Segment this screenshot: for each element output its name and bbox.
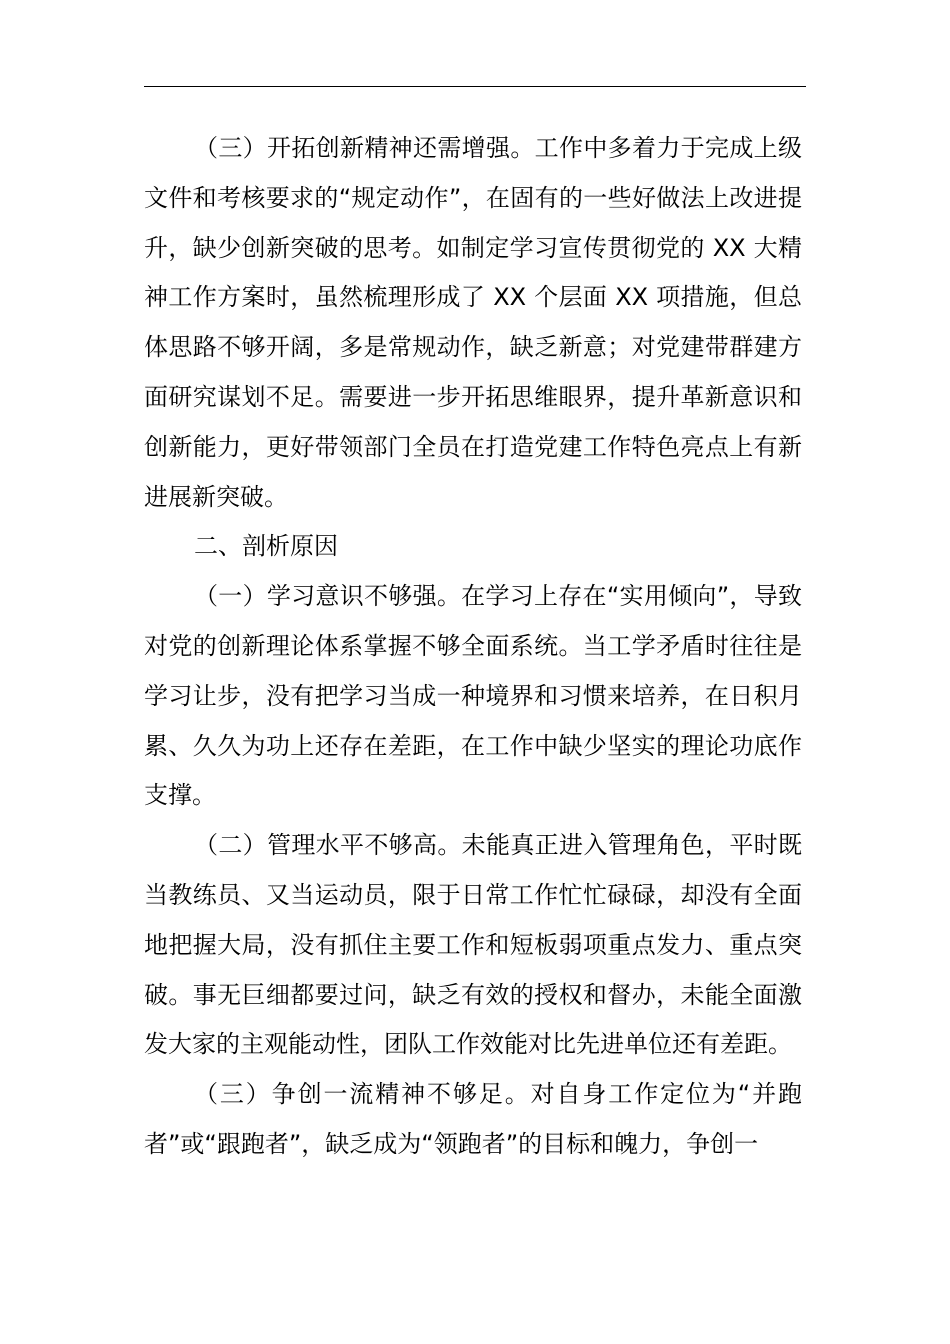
- paragraph-first-class-spirit: （三）争创一流精神不够足。对自身工作定位为“并跑者”或“跟跑者”，缺乏成为“领跑者”的目标和魄力，争创一: [144, 1080, 802, 1158]
- section-heading-analysis: 二、剖析原因: [194, 532, 338, 561]
- header-rule: [144, 86, 806, 87]
- paragraph-innovation-spirit: （三）开拓创新精神还需增强。工作中多着力于完成上级文件和考核要求的“规定动作”，在固有的一些好做法上改进提升，缺少创新突破的思考。如制定学习宣传贯彻党的 XX 大精神工作方案时，虽然梳理形成了 XX 个层面 XX 项措施，但总体思路不够开阔，多是常规动作，缺乏新意；对党建带群建方面研究谋划不足。需要进一步开拓思维眼界，提升革新意识和创新能力，更好带领部门全员在打造党建工作特色亮点上有新进展新突破。: [144, 134, 802, 511]
- document-body: [144, 124, 802, 1170]
- paragraph-learning-awareness: （一）学习意识不够强。在学习上存在“实用倾向”，导致对党的创新理论体系掌握不够全面系统。当工学矛盾时往往是学习让步，没有把学习当成一种境界和习惯来培养，在日积月累、久久为功上还存在差距，在工作中缺少坚实的理论功底作支撑。: [144, 582, 802, 810]
- paragraph-management-level: （二）管理水平不够高。未能真正进入管理角色，平时既当教练员、又当运动员，限于日常工作忙忙碌碌，却没有全面地把握大局，没有抓住主要工作和短板弱项重点发力、重点突破。事无巨细都要过问，缺乏有效的授权和督办，未能全面激发大家的主观能动性，团队工作效能对比先进单位还有差距。: [144, 831, 802, 1059]
